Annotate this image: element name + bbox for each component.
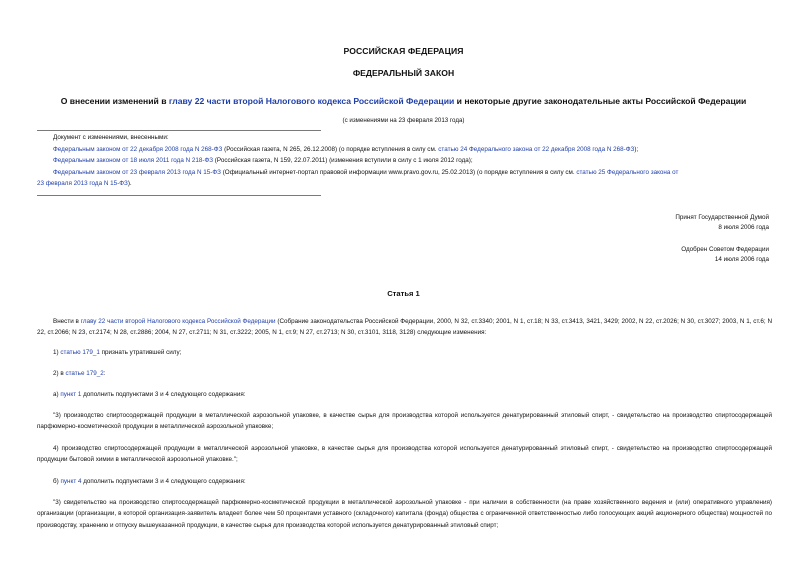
amendment-text: (Российская газета, N 159, 22.07.2011) (изменения вступили в силу с 1 июля 2012 года); xyxy=(213,157,473,165)
amendment-item xyxy=(37,144,772,156)
amendment-law-link[interactable]: Федеральным законом от 23 февраля 2013 года N 15-ФЗ xyxy=(53,168,221,176)
quoted-subpoint-3: "3) производство спиртосодержащей продукции в металлической аэрозольной упаковке, в качестве сырья для производства которой используется денатурированный этиловый спирт, - свидетельство на производство спиртосодержащей парфюмерно-косметической продукции в металлической аэрозольной упаковке; xyxy=(37,412,772,431)
clause-1 xyxy=(37,347,772,358)
subclause-b xyxy=(37,476,772,487)
clause-text: дополнить подпунктами 3 и 4 следующего содержания: xyxy=(81,391,246,398)
clause-text: 1) xyxy=(53,349,61,356)
amendment-text: (Официальный интернет-портал правовой информации www.pravo.gov.ru, 25.02.2013) (о порядке вступления в силу см. xyxy=(220,168,577,176)
amendment-end: ). xyxy=(127,180,132,188)
article-179-1-link[interactable]: статью 179_1 xyxy=(60,349,100,356)
clause-text: б) xyxy=(53,478,61,485)
duma-label: Принят Государственной Думой xyxy=(675,214,769,221)
amendment-item xyxy=(37,155,772,167)
intro-text: Внести в xyxy=(53,318,81,325)
clause-text: признать утратившей силу; xyxy=(99,349,182,356)
article-intro xyxy=(37,316,772,339)
council-approval xyxy=(681,245,769,265)
point-4-link[interactable]: пункт 4 xyxy=(60,478,82,485)
title-prefix: О внесении изменений в xyxy=(60,96,169,106)
clause-text: : xyxy=(103,370,106,377)
point-1-link[interactable]: пункт 1 xyxy=(60,391,82,398)
article-179-2-link[interactable]: статье 179_2 xyxy=(65,370,104,377)
council-label: Одобрен Советом Федерации xyxy=(681,246,769,253)
clause-2 xyxy=(37,368,772,379)
quoted-subpoint-4: 4) производство спиртосодержащей продукции в металлической аэрозольной упаковке, в качестве сырья для производства которой используется денатурированный этиловый спирт, - свидетельство на производство спиртосодержащей продукции бытовой химии в металлической аэрозольной упаковке."; xyxy=(37,445,772,464)
quoted-certificate-subpoint-3: "3) свидетельство на производство спиртосодержащей парфюмерно-косметической продукции в металлической аэрозольной упаковке - при наличии в собственности (на праве хозяйственного ведения и (или) оперативного управления) организации (организации, в которой организация-заявитель владеет более чем 50 процентами уставного (складочного) капитала (фонда) общества с ограниченной ответственностью либо голосующих акций акционерного общества) мощностей по производству, хранению и отпуску вышеуказанной продукции, в качестве сырья для производства которой используется денатурированный этиловый спирт; xyxy=(37,499,772,529)
amendments-block xyxy=(37,132,772,190)
divider-top xyxy=(37,130,321,131)
amendment-article-link[interactable]: статью 24 Федерального закона от 22 декабря 2008 года N 268-ФЗ xyxy=(438,145,635,153)
amendment-law-link[interactable]: Федеральным законом от 22 декабря 2008 года N 268-ФЗ xyxy=(53,145,223,153)
divider-bottom xyxy=(37,195,321,196)
article-heading: Статья 1 xyxy=(387,289,420,298)
intro-code-link[interactable]: главу 22 части второй Налогового кодекса Российской Федерации xyxy=(80,318,276,325)
amendments-heading: Документ с изменениями, внесенными: xyxy=(53,134,169,141)
title-suffix: и некоторые другие законодательные акты Российской Федерации xyxy=(454,96,747,106)
amendment-article-link[interactable]: 23 февраля 2013 года N 15-ФЗ xyxy=(37,180,128,188)
country-heading: РОССИЙСКАЯ ФЕДЕРАЦИЯ xyxy=(343,46,464,56)
amendment-item-continued xyxy=(37,178,772,190)
law-type-heading: ФЕДЕРАЛЬНЫЙ ЗАКОН xyxy=(352,68,455,78)
clause-text: а) xyxy=(53,391,61,398)
amendment-law-link[interactable]: Федеральным законом от 18 июля 2011 года N 218-ФЗ xyxy=(53,157,214,165)
clause-text: 2) в xyxy=(53,370,66,377)
duma-date: 8 июля 2006 года xyxy=(718,224,769,231)
council-date: 14 июля 2006 года xyxy=(714,256,769,263)
amendment-article-link[interactable]: статью 25 Федерального закона от xyxy=(576,168,679,176)
amendment-item xyxy=(37,167,772,179)
intro-text: (Собрание законодательства Российской Федерации, 2000, N 32, ст.3340; 2001, N 1, ст.18; N 33, ст.3413, 3421, 3429; 2002, N 22, ст.2026; N 30, ст.3027; 2003, N 1, ст.6; N 22, ст.2066; N 23, ст.2174; N 28, ст.2886; 2004, N 27, ст.2711; N 31, ст.3222; 2005, N 1, ст.9; N 27, ст.2713; N 30, ст.3101, 3118, 3128) следующие изменения: xyxy=(37,318,773,337)
duma-adoption xyxy=(675,213,769,233)
subclause-a xyxy=(37,389,772,400)
clause-text: дополнить подпунктами 3 и 4 следующего содержания: xyxy=(81,478,246,485)
amendment-end: ); xyxy=(634,145,639,153)
amendment-text: (Российская газета, N 265, 26.12.2008) (о порядке вступления в силу см. xyxy=(222,145,439,153)
edition-note: (с изменениями на 23 февраля 2013 года) xyxy=(342,117,465,124)
document-title xyxy=(0,96,807,106)
title-code-link[interactable]: главу 22 части второй Налогового кодекса Российской Федерации xyxy=(168,96,455,106)
